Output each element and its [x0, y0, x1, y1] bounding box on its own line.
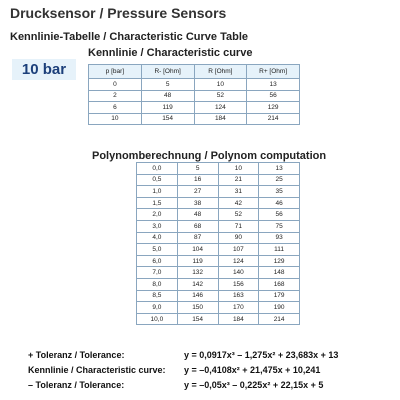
table-cell: 4,0 [137, 232, 178, 244]
table-cell: 0,5 [137, 174, 178, 186]
table-cell: 10 [194, 79, 247, 91]
table-cell: 38 [177, 197, 218, 209]
table-cell: 179 [259, 290, 300, 302]
formula-row [28, 377, 338, 392]
table-cell: 140 [218, 267, 259, 279]
column-header-r-plus: R+ [Ohm] [247, 65, 300, 79]
table-cell: 10 [218, 163, 259, 175]
table-row [137, 302, 300, 314]
formula-equation: y = –0,4108x² + 21,475x + 10,241 [184, 364, 321, 375]
formula-equation: y = 0,0917x³ – 1,275x² + 23,683x + 13 [184, 349, 339, 360]
table-cell: 154 [177, 313, 218, 325]
table-cell: 124 [218, 255, 259, 267]
characteristic-curve-body [89, 79, 300, 125]
table-cell: 0 [89, 79, 142, 91]
table-cell: 0,0 [137, 163, 178, 175]
table-cell: 2 [89, 90, 142, 102]
table-cell: 154 [141, 113, 194, 125]
table-row [137, 163, 300, 175]
table-row [137, 255, 300, 267]
table-cell: 163 [218, 290, 259, 302]
table-cell: 68 [177, 220, 218, 232]
table-cell: 119 [141, 102, 194, 114]
formula-label: Kennlinie / Characteristic curve: [28, 364, 166, 375]
table-cell: 56 [259, 209, 300, 221]
table-cell: 6 [89, 102, 142, 114]
table-cell: 6,0 [137, 255, 178, 267]
table-cell: 8,0 [137, 278, 178, 290]
table-cell: 13 [259, 163, 300, 175]
table-cell: 2,0 [137, 209, 178, 221]
table-cell: 8,5 [137, 290, 178, 302]
table-row [137, 186, 300, 198]
table-header-row [89, 65, 300, 79]
page-subtitle: Kennlinie-Tabelle / Characteristic Curve Table [10, 31, 248, 43]
table-cell: 71 [218, 220, 259, 232]
table-cell: 7,0 [137, 267, 178, 279]
table-cell: 170 [218, 302, 259, 314]
table-cell: 35 [259, 186, 300, 198]
table-cell: 48 [141, 90, 194, 102]
table-cell: 146 [177, 290, 218, 302]
polynom-computation-body [137, 163, 300, 325]
table-cell: 119 [177, 255, 218, 267]
table-cell: 168 [259, 278, 300, 290]
table-cell: 21 [218, 174, 259, 186]
table-cell: 214 [259, 313, 300, 325]
table-row [137, 290, 300, 302]
table-cell: 27 [177, 186, 218, 198]
table-row [137, 267, 300, 279]
pressure-range-badge: 10 bar [12, 59, 76, 80]
table-cell: 31 [218, 186, 259, 198]
column-header-r: R [Ohm] [194, 65, 247, 79]
table-row [137, 244, 300, 256]
column-header-pressure: p [bar] [89, 65, 142, 79]
formula-label: + Toleranz / Tolerance: [28, 349, 125, 360]
table-cell: 56 [247, 90, 300, 102]
table-cell: 104 [177, 244, 218, 256]
characteristic-curve-table [88, 64, 300, 125]
table-cell: 142 [177, 278, 218, 290]
table-cell: 107 [218, 244, 259, 256]
table-cell: 129 [259, 255, 300, 267]
table-cell: 5 [177, 163, 218, 175]
table-cell: 46 [259, 197, 300, 209]
table-cell: 13 [247, 79, 300, 91]
table-cell: 9,0 [137, 302, 178, 314]
table-cell: 87 [177, 232, 218, 244]
table-cell: 214 [247, 113, 300, 125]
table-cell: 111 [259, 244, 300, 256]
table-cell: 52 [194, 90, 247, 102]
table-row [137, 220, 300, 232]
table-cell: 148 [259, 267, 300, 279]
table-cell: 25 [259, 174, 300, 186]
column-header-r-minus: R- [Ohm] [141, 65, 194, 79]
formula-equation: y = –0,05x³ – 0,225x² + 22,15x + 5 [184, 379, 324, 390]
table-cell: 93 [259, 232, 300, 244]
table-cell: 132 [177, 267, 218, 279]
polynom-computation-heading: Polynomberechnung / Polynom computation [92, 150, 327, 162]
table-cell: 52 [218, 209, 259, 221]
table-row [137, 232, 300, 244]
table-cell: 124 [194, 102, 247, 114]
table-row [137, 278, 300, 290]
table-row [89, 113, 300, 125]
polynom-computation-table [136, 162, 300, 325]
table-cell: 156 [218, 278, 259, 290]
table-cell: 1,0 [137, 186, 178, 198]
table-cell: 10,0 [137, 313, 178, 325]
table-row [137, 174, 300, 186]
formula-row [28, 347, 338, 362]
table-cell: 3,0 [137, 220, 178, 232]
table-cell: 184 [218, 313, 259, 325]
table-cell: 10 [89, 113, 142, 125]
formula-label: – Toleranz / Tolerance: [28, 379, 125, 390]
table-cell: 42 [218, 197, 259, 209]
table-cell: 5 [141, 79, 194, 91]
table-row [89, 102, 300, 114]
table-row [89, 79, 300, 91]
table-cell: 90 [218, 232, 259, 244]
table-cell: 5,0 [137, 244, 178, 256]
page-title: Drucksensor / Pressure Sensors [10, 5, 227, 21]
table-cell: 190 [259, 302, 300, 314]
table-cell: 184 [194, 113, 247, 125]
formula-list [28, 347, 338, 392]
table-cell: 16 [177, 174, 218, 186]
table-row [137, 313, 300, 325]
table-cell: 150 [177, 302, 218, 314]
characteristic-curve-heading: Kennlinie / Characteristic curve [88, 47, 253, 59]
table-row [137, 197, 300, 209]
table-cell: 129 [247, 102, 300, 114]
table-cell: 48 [177, 209, 218, 221]
formula-row [28, 362, 338, 377]
table-row [89, 90, 300, 102]
table-cell: 75 [259, 220, 300, 232]
table-row [137, 209, 300, 221]
table-cell: 1,5 [137, 197, 178, 209]
